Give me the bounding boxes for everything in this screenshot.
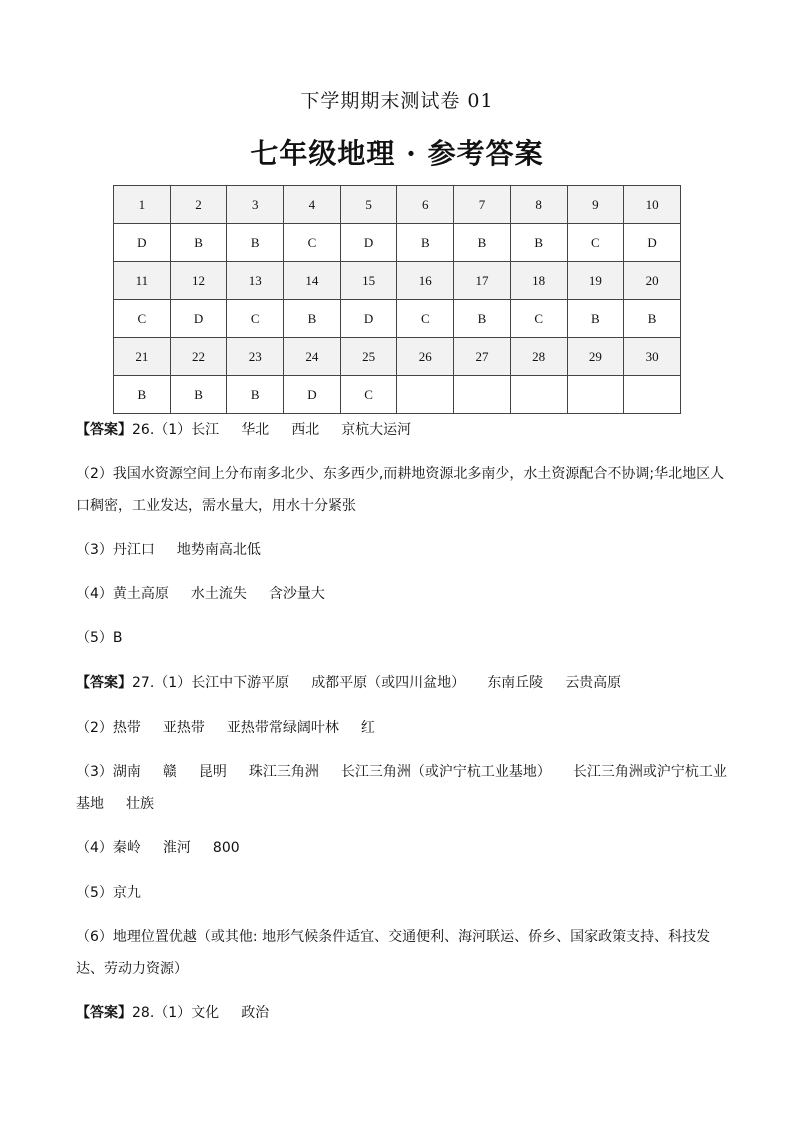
answer-item: 昆明 — [198, 764, 227, 780]
question-number-cell: 11 — [114, 262, 171, 300]
question-number-cell: 13 — [227, 262, 284, 300]
part-tag: （1） — [154, 1005, 192, 1021]
answer-26-part-4 — [76, 578, 736, 610]
question-number-cell: 3 — [227, 186, 284, 224]
answer-item: 湖南 — [112, 764, 141, 780]
page-title: 七年级地理 · 参考答案 — [250, 137, 544, 170]
answer-26-part-3 — [76, 534, 736, 566]
part-tag: （3） — [76, 764, 113, 780]
answer-cell — [397, 376, 454, 414]
answer-27-part-1 — [76, 667, 736, 699]
question-number-cell: 15 — [340, 262, 397, 300]
part-tag: （5） — [76, 885, 113, 901]
answer-label: 【答案】 — [76, 675, 132, 691]
question-number-cell: 28 — [510, 338, 567, 376]
answer-27-part-5 — [76, 877, 736, 909]
answer-item: 水土流失 — [190, 586, 247, 602]
answer-cell: D — [340, 300, 397, 338]
answer-28-part-1 — [76, 997, 736, 1029]
answer-cell: B — [227, 376, 284, 414]
answer-item: 长江三角洲或沪宁杭工业基地 — [76, 764, 727, 812]
question-number-cell: 20 — [624, 262, 681, 300]
answer-text: 地理位置优越（或其他: 地形气候条件适宜、交通便利、海河联运、侨乡、国家政策支持、科技发达、劳动力资源） — [76, 929, 711, 977]
answer-item: 淮河 — [162, 840, 191, 856]
answer-cell: C — [567, 224, 624, 262]
answer-item: 华北 — [241, 422, 270, 438]
answer-cell: D — [284, 376, 341, 414]
answer-26-part-1 — [76, 414, 736, 446]
answer-item: 长江 — [191, 422, 220, 438]
answer-cell: B — [227, 224, 284, 262]
question-number-cell: 27 — [454, 338, 511, 376]
exam-subtitle: 下学期期末测试卷 01 — [300, 90, 494, 112]
question-number-cell: 4 — [284, 186, 341, 224]
answer-cell: D — [114, 224, 171, 262]
question-number-cell: 22 — [170, 338, 227, 376]
answer-row — [114, 224, 681, 262]
answer-item: 政治 — [241, 1005, 270, 1021]
question-number-cell: 1 — [114, 186, 171, 224]
question-number-cell: 26 — [397, 338, 454, 376]
answer-cell: B — [397, 224, 454, 262]
part-tag: （4） — [76, 586, 113, 602]
answer-cell — [624, 376, 681, 414]
answer-cell: C — [284, 224, 341, 262]
answer-cell: C — [510, 300, 567, 338]
answer-item: 珠江三角洲 — [248, 764, 319, 780]
answer-27-part-6 — [76, 921, 736, 985]
question-number-cell: 5 — [340, 186, 397, 224]
answer-cell: B — [454, 224, 511, 262]
answer-table — [113, 185, 681, 414]
answer-item: 成都平原（或四川盆地） — [311, 675, 466, 691]
answer-cell: D — [340, 224, 397, 262]
part-tag: （1） — [154, 422, 192, 438]
question-number-cell: 2 — [170, 186, 227, 224]
answer-item: 赣 — [162, 764, 177, 780]
answer-cell: D — [624, 224, 681, 262]
question-number-cell: 16 — [397, 262, 454, 300]
answer-item: 亚热带常绿阔叶林 — [226, 720, 339, 736]
question-number: 27. — [132, 675, 155, 691]
question-number: 28. — [132, 1005, 155, 1021]
question-number-cell: 19 — [567, 262, 624, 300]
answer-cell: C — [340, 376, 397, 414]
answer-item: 含沙量大 — [268, 586, 325, 602]
answer-item: 京杭大运河 — [341, 422, 412, 438]
answer-item: 云贵高原 — [565, 675, 622, 691]
answer-text: 我国水资源空间上分布南多北少、东多西少,而耕地资源北多南少，水土资源配合不协调;华北地区人口稠密，工业发达，需水量大，用水十分紧张 — [76, 466, 725, 514]
answer-cell: B — [567, 300, 624, 338]
answer-item: 地势南高北低 — [176, 542, 261, 558]
question-number-cell: 29 — [567, 338, 624, 376]
answer-cell: B — [624, 300, 681, 338]
part-tag: （1） — [154, 675, 192, 691]
answer-label: 【答案】 — [76, 1005, 132, 1021]
answer-cell — [454, 376, 511, 414]
answer-cell: B — [114, 376, 171, 414]
question-number-cell: 14 — [284, 262, 341, 300]
answer-cell — [510, 376, 567, 414]
answer-item: 长江三角洲（或沪宁杭工业基地） — [340, 764, 551, 780]
answer-27-part-3 — [76, 756, 736, 820]
question-number-cell: 25 — [340, 338, 397, 376]
question-number-row — [114, 186, 681, 224]
answer-cell: B — [170, 224, 227, 262]
answer-item: 丹江口 — [112, 542, 155, 558]
question-number-cell: 7 — [454, 186, 511, 224]
answer-item: 文化 — [191, 1005, 220, 1021]
answer-26-part-2 — [76, 458, 736, 522]
answer-item: 亚热带 — [162, 720, 205, 736]
question-number-cell: 24 — [284, 338, 341, 376]
answer-cell: C — [397, 300, 454, 338]
answer-26-part-5 — [76, 622, 736, 654]
answer-row — [114, 300, 681, 338]
answer-item: 红 — [360, 720, 375, 736]
part-tag: （2） — [76, 720, 113, 736]
answer-item: 800 — [212, 840, 240, 856]
question-number-cell: 8 — [510, 186, 567, 224]
answer-text: B — [112, 630, 123, 646]
question-number-cell: 10 — [624, 186, 681, 224]
answer-27-part-4 — [76, 832, 736, 864]
question-number-cell: 12 — [170, 262, 227, 300]
answer-row — [114, 376, 681, 414]
question-number-cell: 17 — [454, 262, 511, 300]
answer-cell: B — [454, 300, 511, 338]
answer-item: 东南丘陵 — [487, 675, 544, 691]
part-tag: （6） — [76, 929, 113, 945]
answer-item: 西北 — [291, 422, 320, 438]
part-tag: （3） — [76, 542, 113, 558]
answer-cell: C — [227, 300, 284, 338]
part-tag: （2） — [76, 466, 113, 482]
question-number-cell: 6 — [397, 186, 454, 224]
question-number-cell: 18 — [510, 262, 567, 300]
answer-label: 【答案】 — [76, 422, 132, 438]
question-number-cell: 21 — [114, 338, 171, 376]
question-number-cell: 23 — [227, 338, 284, 376]
answer-cell: D — [170, 300, 227, 338]
answer-cell: B — [510, 224, 567, 262]
answer-item: 长江中下游平原 — [191, 675, 290, 691]
question-number-cell: 30 — [624, 338, 681, 376]
question-number-cell: 9 — [567, 186, 624, 224]
answer-cell — [567, 376, 624, 414]
answer-27-part-2 — [76, 712, 736, 744]
answer-cell: C — [114, 300, 171, 338]
answer-item: 秦岭 — [112, 840, 141, 856]
question-number-row — [114, 262, 681, 300]
answer-text: 京九 — [112, 885, 141, 901]
question-number: 26. — [132, 422, 155, 438]
answer-item: 热带 — [112, 720, 141, 736]
question-number-row — [114, 338, 681, 376]
part-tag: （4） — [76, 840, 113, 856]
answer-item: 壮族 — [126, 796, 154, 812]
part-tag: （5） — [76, 630, 113, 646]
answer-item: 黄土高原 — [112, 586, 169, 602]
answer-cell: B — [170, 376, 227, 414]
answer-cell: B — [284, 300, 341, 338]
